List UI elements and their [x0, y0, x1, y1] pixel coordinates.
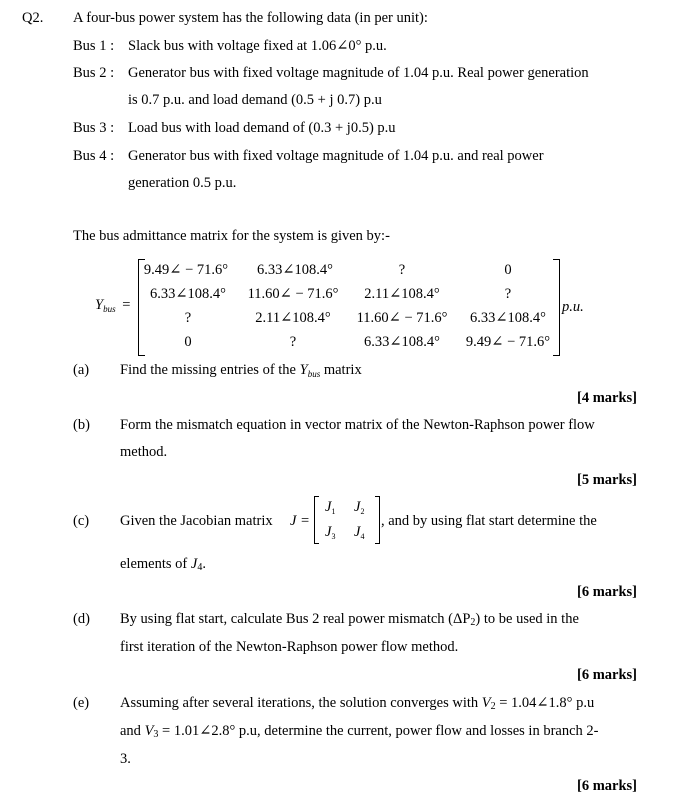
question-intro: A four-bus power system has the following data (in per unit):: [73, 10, 428, 26]
ybus-cell-2-3: 2.11∠108.4°: [364, 286, 440, 302]
jacobian-equals: =: [301, 513, 310, 529]
part-d-marks: [6 marks]: [576, 667, 637, 683]
jacobian-j4: $J_4$: [354, 524, 365, 541]
ybus-cell-4-4: 9.49∠ − 71.6°: [465, 334, 551, 350]
bus-1-label: Bus 1 :: [73, 38, 115, 54]
ybus-cell-2-1: 6.33∠108.4°: [150, 286, 226, 302]
ybus-cell-1-1: 9.49∠ − 71.6°: [143, 262, 229, 278]
jacobian-j1: $J_1$: [325, 499, 336, 516]
part-b-text: Form the mismatch equation in vector matrix of the Newton-Raphson power flow: [120, 417, 595, 433]
part-e-text: Assuming after several iterations, the solution converges with V2 = 1.04∠1.8° p.u: [120, 695, 595, 712]
jacobian-var: J: [290, 513, 297, 529]
ybus-cell-1-2: 6.33∠108.4°: [257, 262, 333, 278]
jacobian-right-bracket: [375, 496, 380, 544]
part-c-text-before: Given the Jacobian matrix: [120, 513, 273, 529]
ybus-cell-1-4: 0: [504, 262, 512, 278]
part-c-text-after: , and by using flat start determine the: [381, 513, 597, 529]
bus-4-label: Bus 4 :: [73, 148, 115, 164]
part-b-text-cont: method.: [120, 444, 168, 460]
ybus-label: $Y_{bus}$ =: [95, 297, 131, 314]
ybus-cell-3-4: 6.33∠108.4°: [470, 310, 546, 326]
part-a-marks: [4 marks]: [576, 390, 637, 406]
ybus-cell-2-2: 11.60∠ − 71.6°: [247, 286, 339, 302]
ybus-right-bracket: [553, 259, 560, 356]
ybus-cell-4-1: 0: [184, 334, 192, 350]
matrix-intro: The bus admittance matrix for the system is given by:-: [73, 228, 390, 244]
ybus-cell-4-3: 6.33∠108.4°: [364, 334, 440, 350]
part-c-marks: [6 marks]: [576, 584, 637, 600]
ybus-cell-3-3: 11.60∠ − 71.6°: [356, 310, 448, 326]
part-d-label: (d): [73, 611, 90, 627]
part-a-text: Find the missing entries of the $Y_{bus}$ matrix: [120, 362, 362, 379]
ybus-cell-2-4: ?: [504, 286, 512, 302]
part-d-text: By using flat start, calculate Bus 2 real power mismatch (ΔP2) to be used in the: [120, 611, 579, 628]
ybus-cell-4-2: ?: [289, 334, 297, 350]
jacobian-left-bracket: [314, 496, 319, 544]
bus-3-label: Bus 3 :: [73, 120, 115, 136]
part-d-text-cont: first iteration of the Newton-Raphson power flow method.: [120, 639, 459, 655]
part-c-label: (c): [73, 513, 90, 529]
part-c-text-cont: elements of J4.: [120, 556, 206, 573]
bus-3-text: Load bus with load demand of (0.3 + j0.5) p.u: [128, 120, 396, 136]
part-b-label: (b): [73, 417, 90, 433]
bus-4-text-cont: generation 0.5 p.u.: [128, 175, 237, 191]
jacobian-j3: $J_3$: [325, 524, 336, 541]
part-e-label: (e): [73, 695, 90, 711]
part-a-label: (a): [73, 362, 90, 378]
ybus-cell-3-2: 2.11∠108.4°: [255, 310, 331, 326]
part-e-marks: [6 marks]: [576, 778, 637, 794]
ybus-unit: p.u.: [562, 299, 584, 315]
part-e-text-cont-2: 3.: [120, 751, 131, 767]
bus-1-text: Slack bus with voltage fixed at 1.06∠0° p.u.: [128, 38, 387, 54]
bus-2-label: Bus 2 :: [73, 65, 115, 81]
jacobian-j2: $J_2$: [354, 499, 365, 516]
question-number: Q2.: [22, 10, 44, 26]
ybus-cell-1-3: ?: [398, 262, 406, 278]
bus-4-text: Generator bus with fixed voltage magnitude of 1.04 p.u. and real power: [128, 148, 544, 164]
bus-2-text: Generator bus with fixed voltage magnitude of 1.04 p.u. Real power generation: [128, 65, 589, 81]
bus-2-text-cont: is 0.7 p.u. and load demand (0.5 + j 0.7) p.u: [128, 92, 382, 108]
part-e-text-cont: and V3 = 1.01∠2.8° p.u, determine the current, power flow and losses in branch 2-: [120, 723, 599, 740]
part-b-marks: [5 marks]: [576, 472, 637, 488]
ybus-cell-3-1: ?: [184, 310, 192, 326]
